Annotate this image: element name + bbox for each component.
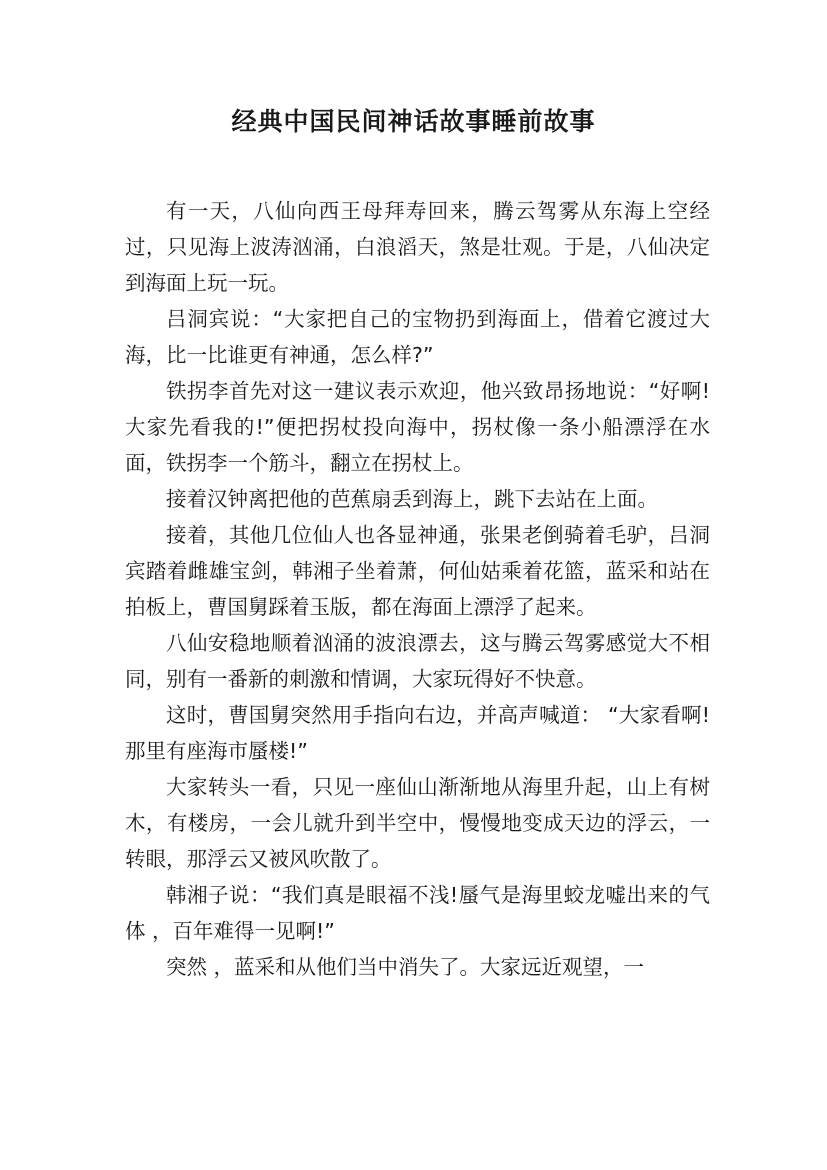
story-body bbox=[125, 193, 710, 985]
paragraph: 大家转头一看，只见一座仙山渐渐地从海里升起，山上有树木，有楼房，一会儿就升到半空中，慢慢地变成天边的浮云，一转眼，那浮云又被风吹散了。 bbox=[125, 775, 710, 871]
paragraph: 铁拐李首先对这一建议表示欢迎，他兴致昂扬地说：“好啊!大家先看我的!”便把拐杖投向海中，拐杖像一条小船漂浮在水面，铁拐李一个筋斗，翻立在拐杖上。 bbox=[125, 379, 710, 475]
paragraph: 接着汉钟离把他的芭蕉扇丢到海上，跳下去站在上面。 bbox=[166, 487, 658, 511]
document-title: 经典中国民间神话故事睡前故事 bbox=[231, 107, 596, 136]
paragraph: 突然 ，蓝采和从他们当中消失了。大家远近观望，一 bbox=[166, 955, 645, 979]
paragraph: 这时，曹国舅突然用手指向右边，并高声喊道： “大家看啊!那里有座海市蜃楼!” bbox=[125, 703, 710, 763]
paragraph: 八仙安稳地顺着汹涌的波浪漂去，这与腾云驾雾感觉大不相同，别有一番新的刺激和情调，大家玩得好不快意。 bbox=[125, 631, 710, 691]
paragraph: 接着，其他几位仙人也各显神通，张果老倒骑着毛驴，吕洞宾踏着雌雄宝剑，韩湘子坐着萧，何仙姑乘着花篮，蓝采和站在拍板上，曹国舅踩着玉版，都在海面上漂浮了起来。 bbox=[125, 523, 710, 619]
paragraph: 韩湘子说：“我们真是眼福不浅!蜃气是海里蛟龙嘘出来的气体 ，百年难得一见啊!” bbox=[125, 883, 710, 943]
paragraph: 吕洞宾说：“大家把自己的宝物扔到海面上，借着它渡过大海，比一比谁更有神通，怎么样?” bbox=[125, 307, 710, 367]
paragraph: 有一天，八仙向西王母拜寿回来，腾云驾雾从东海上空经过，只见海上波涛汹涌，白浪滔天，煞是壮观。于是，八仙决定到海面上玩一玩。 bbox=[125, 199, 710, 295]
